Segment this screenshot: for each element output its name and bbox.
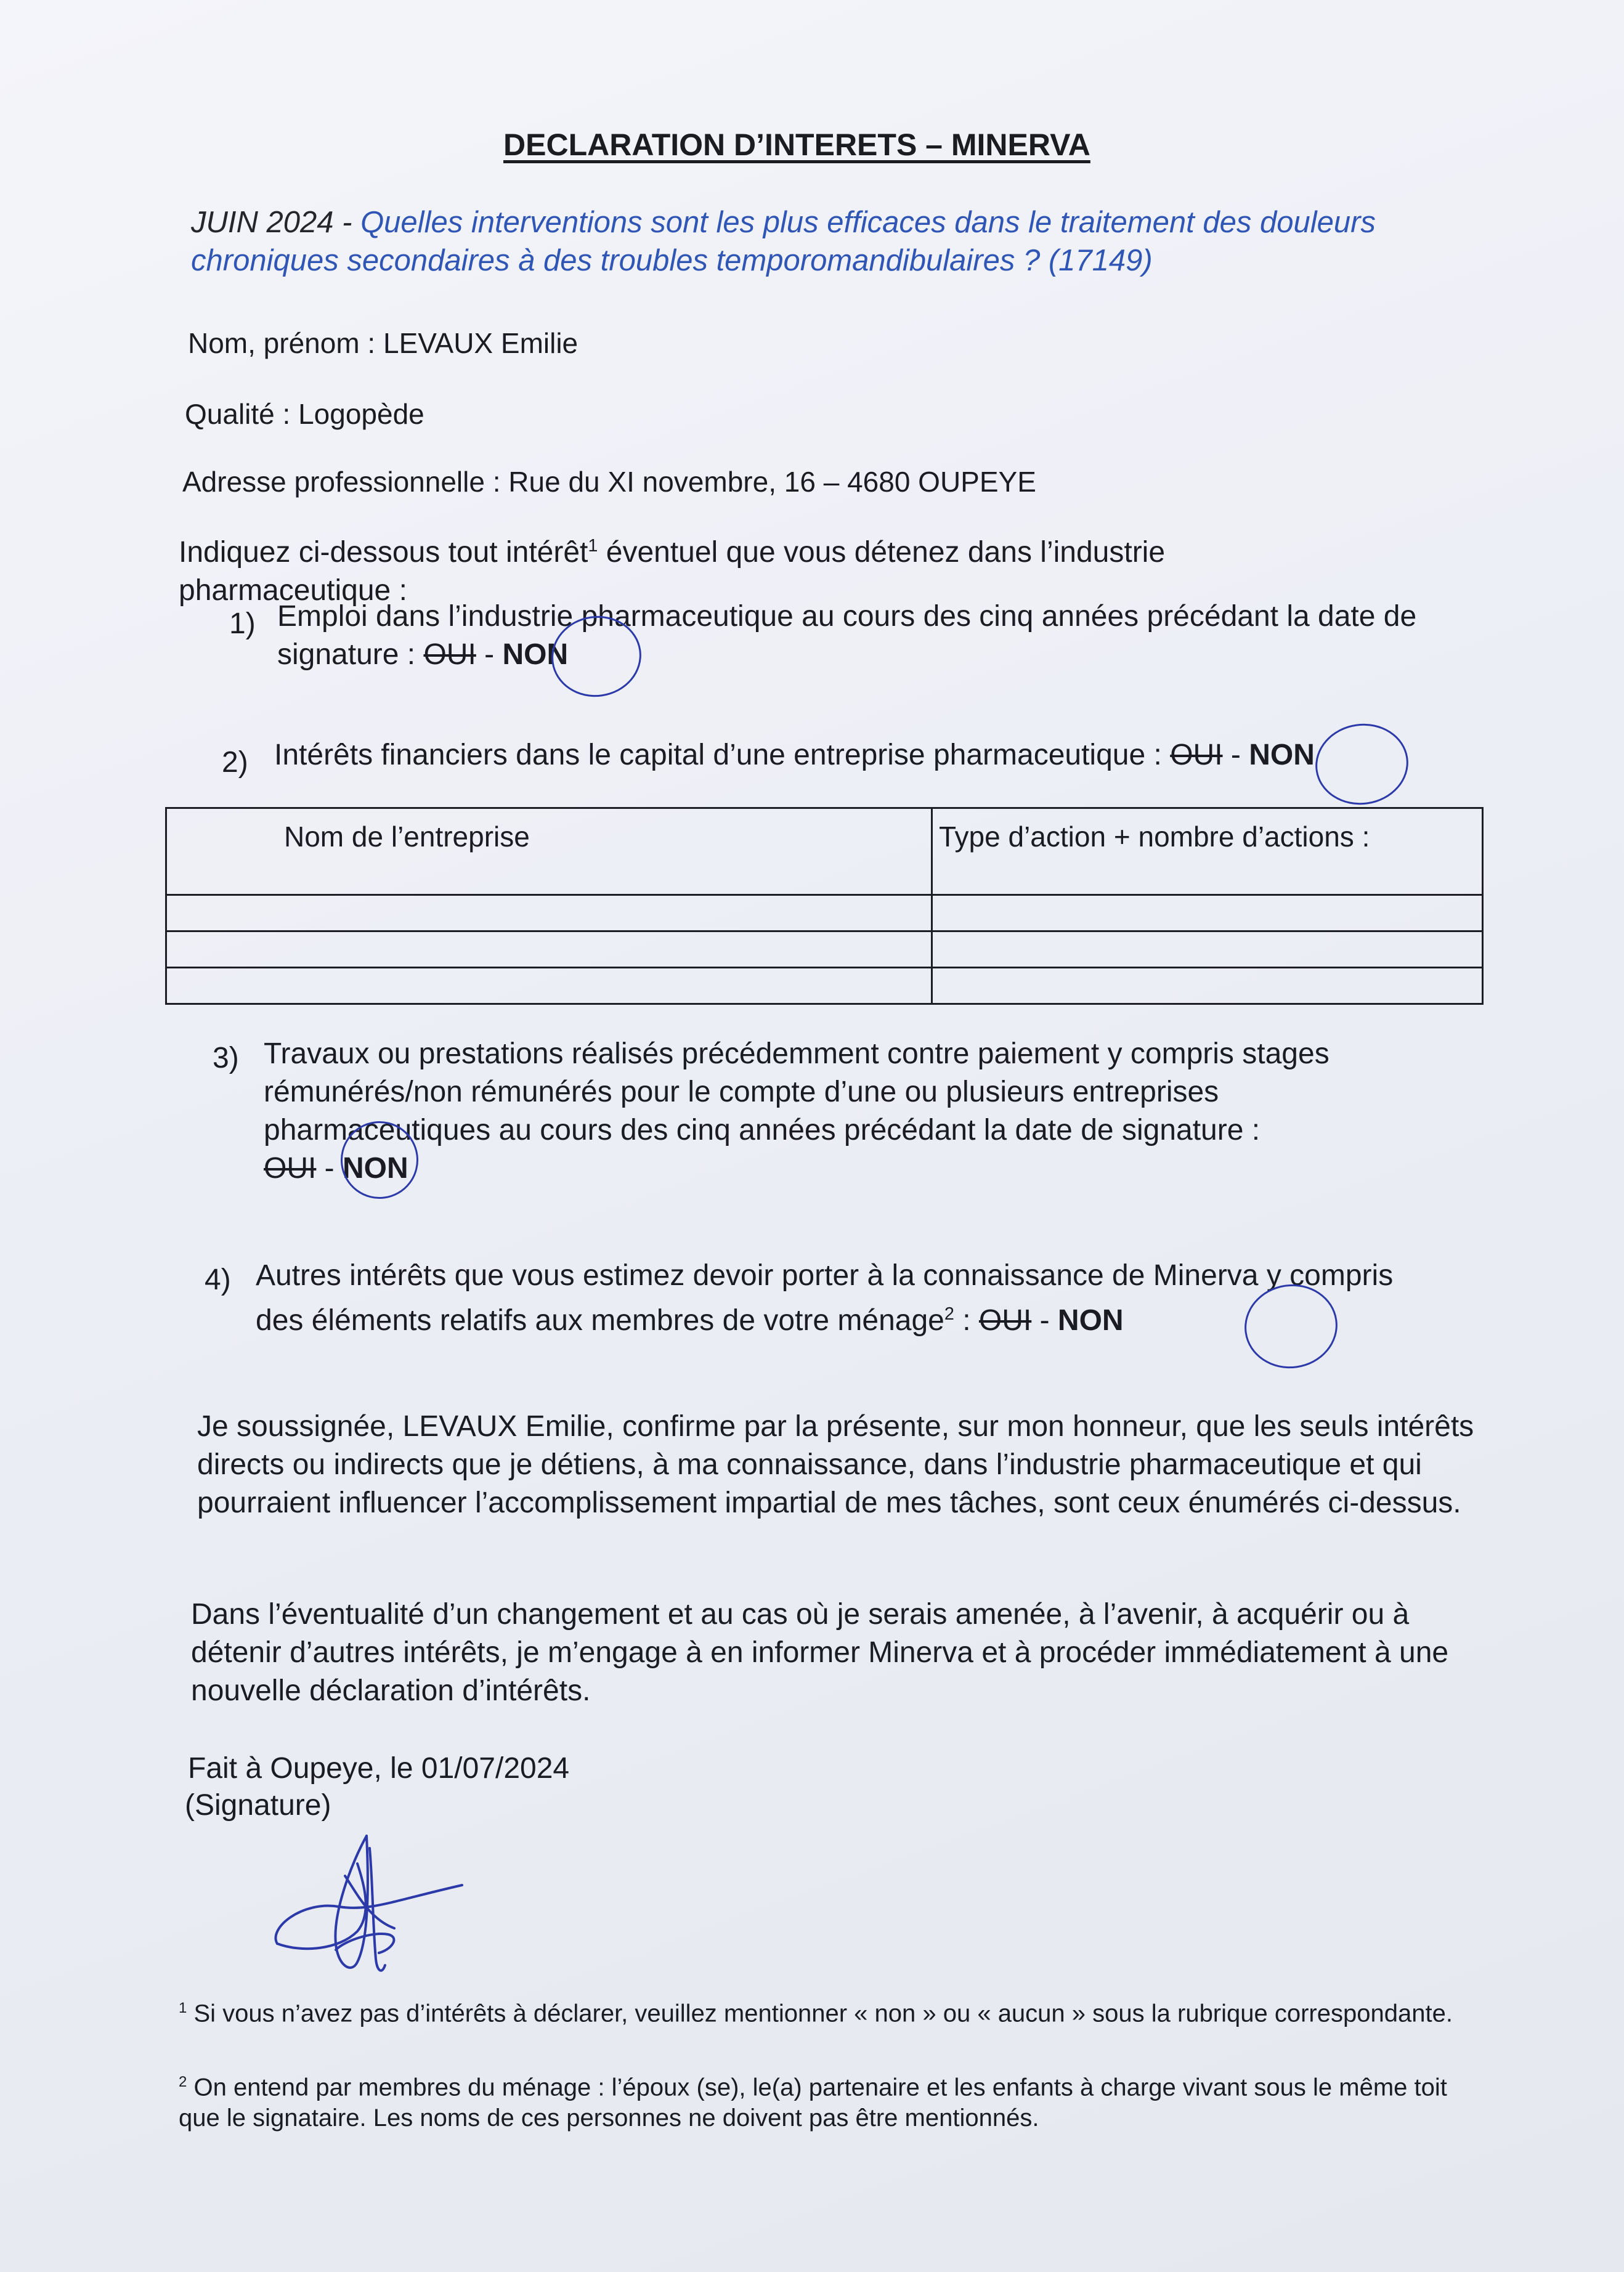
item-1-oui: OUI — [423, 638, 476, 671]
item-3-non: NON — [343, 1152, 408, 1185]
quality-field: Qualité : Logopède — [185, 398, 424, 430]
item-1-question: Emploi dans l’industrie pharmaceutique au cours des cinq années précédant la date de signature : — [277, 600, 1417, 671]
item-2-number: 2) — [222, 746, 248, 779]
footnote-ref-2: 2 — [944, 1304, 954, 1324]
address-field: Adresse professionnelle : Rue du XI novembre, 16 – 4680 OUPEYE — [182, 466, 1036, 498]
item-4-question: Autres intérêts que vous estimez devoir porter à la connaissance de Minerva y compris des éléments relatifs aux membres de votre ménage — [256, 1259, 1394, 1337]
table-cell — [166, 931, 932, 968]
footnote-2 — [179, 2067, 1472, 2133]
topic-month: JUIN 2024 - — [191, 206, 361, 239]
footnote-1-mark: 1 — [179, 2000, 187, 2016]
item-3-text — [264, 1035, 1434, 1188]
table-cell — [932, 931, 1483, 968]
item-3-sep: - — [316, 1152, 343, 1185]
table-cell — [166, 968, 932, 1004]
item-1-number: 1) — [229, 607, 256, 640]
handwritten-signature — [265, 1827, 474, 1987]
place-date: Fait à Oupeye, le 01/07/2024 — [188, 1752, 570, 1785]
item-3-oui: OUI — [264, 1152, 317, 1185]
item-3-number: 3) — [213, 1042, 239, 1074]
table-cell — [932, 968, 1483, 1004]
table-header-shares: Type d’action + nombre d’actions : — [932, 808, 1483, 895]
item-3-question: Travaux ou prestations réalisés précédemment contre paiement y compris stages rémunérés/non rémunérés pour le compte d’une ou plusieurs entreprises pharmaceutiques au cours des cinq années précédant la date de signature : — [264, 1037, 1330, 1146]
interests-table — [165, 807, 1484, 1005]
item-1-text — [277, 598, 1466, 674]
item-2-question: Intérêts financiers dans le capital d’une entreprise pharmaceutique : — [274, 739, 1171, 771]
declaration-text: Je soussignée, LEVAUX Emilie, confirme par la présente, sur mon honneur, que les seuls intérêts directs ou indirects que je détiens, à ma connaissance, dans l’industrie pharmaceutique et qui pourraient influencer l’accomplissement impartial de mes tâches, sont ceux énumérés ci-dessus. — [197, 1410, 1474, 1519]
document-title: DECLARATION D’INTERETS – MINERVA — [503, 128, 1090, 162]
name-field: Nom, prénom : LEVAUX Emilie — [188, 327, 579, 359]
footnote-1-text: Si vous n’avez pas d’intérêts à déclarer, veuillez mentionner « non » ou « aucun » sous la rubrique correspondante. — [187, 2000, 1453, 2027]
footnote-2-mark: 2 — [179, 2074, 187, 2090]
footnote-2-text: On entend par membres du ménage : l’époux (se), le(a) partenaire et les enfants à charge vivant sous le même toit que le signataire. Les noms de ces personnes ne doivent pas être mentionnés. — [179, 2074, 1447, 2132]
item-2-sep: - — [1222, 739, 1249, 771]
item-2-non: NON — [1249, 739, 1315, 771]
table-cell — [932, 895, 1483, 931]
intro-start: Indiquez ci-dessous tout intérêt — [179, 536, 588, 569]
table-row — [166, 895, 1483, 931]
table-row — [166, 968, 1483, 1004]
intro-rest: éventuel que vous détenez dans l’industrie pharmaceutique : — [179, 536, 1166, 607]
item-4-colon: : — [954, 1304, 979, 1337]
table-header-row — [166, 808, 1483, 895]
item-4-number: 4) — [205, 1264, 231, 1296]
item-1-sep: - — [476, 638, 503, 671]
table-row — [166, 931, 1483, 968]
signature-label: (Signature) — [185, 1789, 331, 1822]
item-4-non: NON — [1057, 1304, 1124, 1337]
commitment-text: Dans l’éventualité d’un changement et au cas où je serais amenée, à l’avenir, à acquérir ou à détenir d’autres intérêts, je m’engage à en informer Minerva et à procéder immédiatement à une nouvelle déclaration d’intérêts. — [191, 1598, 1449, 1707]
item-2-non-circle — [1310, 718, 1414, 811]
topic-question: Quelles interventions sont les plus efficaces dans le traitement des douleurs chroniques secondaires à des troubles temporomandibulaires ? (17149) — [191, 206, 1376, 277]
item-4-sep: - — [1031, 1304, 1058, 1337]
footnote-ref-1: 1 — [588, 536, 598, 556]
item-4-oui: OUI — [978, 1304, 1032, 1337]
footnote-1 — [179, 1993, 1472, 2029]
table-header-company: Nom de l’entreprise — [166, 808, 932, 895]
table-cell — [166, 895, 932, 931]
topic-line — [191, 203, 1423, 280]
item-2-oui: OUI — [1170, 739, 1223, 771]
item-1-non: NON — [502, 638, 569, 671]
